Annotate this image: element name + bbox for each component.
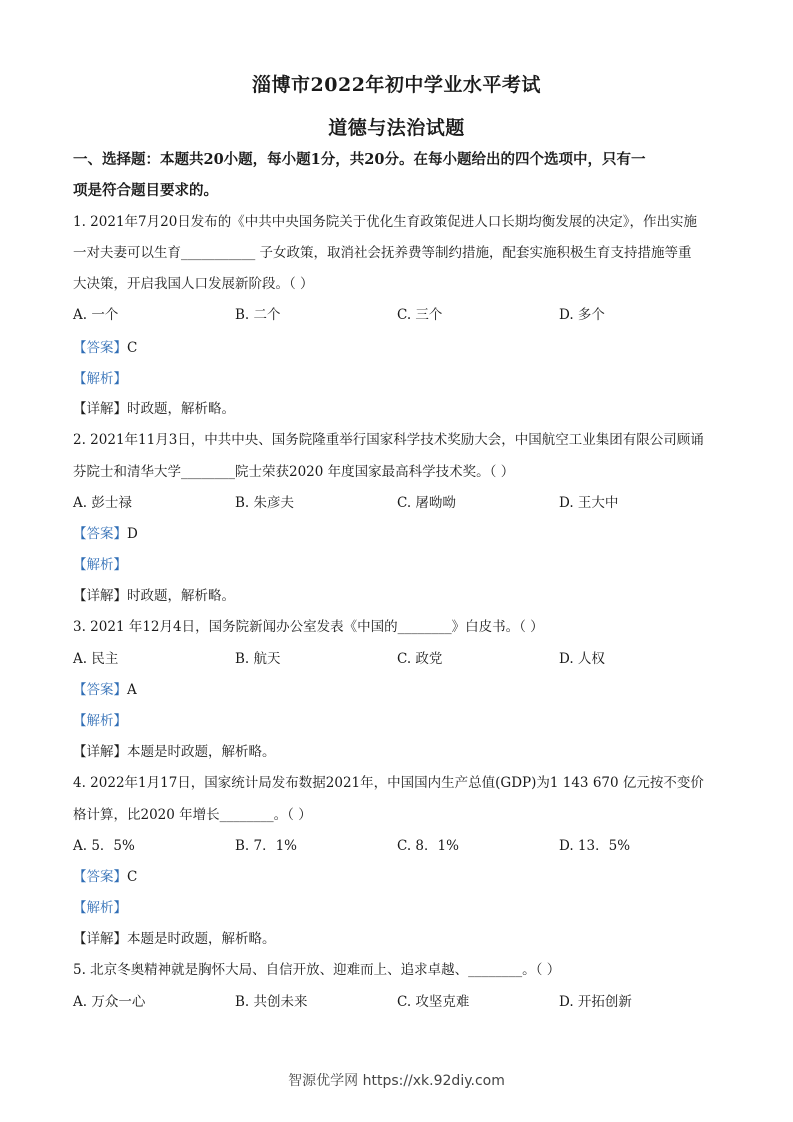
- q1-option-b: B. 二个: [235, 307, 281, 323]
- q4-text-line1: 4. 2022年1月17日，国家统计局发布数据2021年，中国国内生产总值(GDP)为1 143 670 亿元按不变价: [73, 775, 704, 791]
- q3-options: [73, 649, 723, 669]
- q3-answer-value: A: [127, 682, 137, 698]
- section-instruction-line1: 一、选择题：本题共20小题，每小题1分，共20分。在每小题给出的四个选项中，只有一: [73, 151, 646, 168]
- q4-options: [73, 836, 723, 856]
- q2-analysis-tag: 【解析】: [73, 557, 127, 573]
- answer-tag: 【答案】: [73, 340, 127, 356]
- exam-title: 淄博市2022年初中学业水平考试: [252, 74, 541, 96]
- q2-option-a: A. 彭士禄: [73, 495, 132, 511]
- q5-option-c: C. 攻坚克难: [397, 994, 470, 1010]
- q5-option-b: B. 共创未来: [235, 994, 308, 1010]
- q3-detail: 【详解】本题是时政题，解析略。: [73, 744, 276, 760]
- q2-option-d: D. 王大中: [559, 495, 619, 511]
- section-instruction-line2: 项是符合题目要求的。: [73, 182, 218, 199]
- q4-answer-value: C: [127, 869, 138, 885]
- q2-options: [73, 493, 723, 513]
- q1-option-d: D. 多个: [559, 307, 605, 323]
- page-footer-watermark: 智源优学网 https://xk.92diy.com: [288, 1073, 505, 1089]
- answer-tag: 【答案】: [73, 869, 127, 885]
- q2-detail: 【详解】时政题，解析略。: [73, 588, 235, 604]
- q3-option-b: B. 航天: [235, 651, 281, 667]
- q3-option-d: D. 人权: [559, 651, 605, 667]
- q4-text-line2: 格计算，比2020 年增长________。（ ）: [73, 807, 312, 823]
- q4-option-d: D. 13．5%: [559, 838, 631, 854]
- subject-title: 道德与法治试题: [328, 117, 465, 139]
- answer-tag: 【答案】: [73, 682, 127, 698]
- q2-text-line2: 芬院士和清华大学________院士荣获2020 年度国家最高科学技术奖。（ ）: [73, 464, 515, 480]
- q1-answer: [73, 338, 723, 358]
- q4-answer: [73, 867, 723, 887]
- q5-option-d: D. 开拓创新: [559, 994, 632, 1010]
- q3-option-a: A. 民主: [73, 651, 119, 667]
- q1-answer-value: C: [127, 340, 138, 356]
- q3-analysis-tag: 【解析】: [73, 713, 127, 729]
- q4-detail: 【详解】本题是时政题，解析略。: [73, 931, 276, 947]
- q1-option-c: C. 三个: [397, 307, 443, 323]
- q2-text-line1: 2. 2021年11月3日，中共中央、国务院隆重举行国家科学技术奖励大会，中国航空工业集团有限公司顾诵: [73, 432, 704, 448]
- q4-analysis-tag: 【解析】: [73, 900, 127, 916]
- q1-options: [73, 305, 723, 325]
- q2-option-c: C. 屠呦呦: [397, 495, 456, 511]
- q3-text-line1: 3. 2021 年12月4日，国务院新闻办公室发表《中国的________》白皮书。（ ）: [73, 619, 544, 635]
- q1-text-line2: 一对夫妻可以生育___________ 子女政策，取消社会抚养费等制约措施，配套实施积极生育支持措施等重: [73, 245, 692, 261]
- q3-option-c: C. 政党: [397, 651, 443, 667]
- q1-analysis-tag: 【解析】: [73, 371, 127, 387]
- q5-options: [73, 992, 723, 1012]
- q5-text-line1: 5. 北京冬奥精神就是胸怀大局、自信开放、迎难而上、追求卓越、________。（ ）: [73, 962, 561, 978]
- q4-option-b: B. 7．1%: [235, 838, 298, 854]
- q2-option-b: B. 朱彦夫: [235, 495, 295, 511]
- q2-answer: [73, 524, 723, 544]
- q1-detail: 【详解】时政题，解析略。: [73, 401, 235, 417]
- q1-text-line1: 1. 2021年7月20日发布的《中共中央国务院关于优化生育政策促进人口长期均衡发展的决定》，作出实施: [73, 214, 698, 230]
- q2-answer-value: D: [127, 526, 138, 542]
- answer-tag: 【答案】: [73, 526, 127, 542]
- q1-text-line3: 大决策，开启我国人口发展新阶段。（ ）: [73, 276, 314, 292]
- q1-option-a: A. 一个: [73, 307, 119, 323]
- q3-answer: [73, 680, 723, 700]
- q5-option-a: A. 万众一心: [73, 994, 146, 1010]
- q4-option-c: C. 8．1%: [397, 838, 459, 854]
- q4-option-a: A. 5．5%: [73, 838, 135, 854]
